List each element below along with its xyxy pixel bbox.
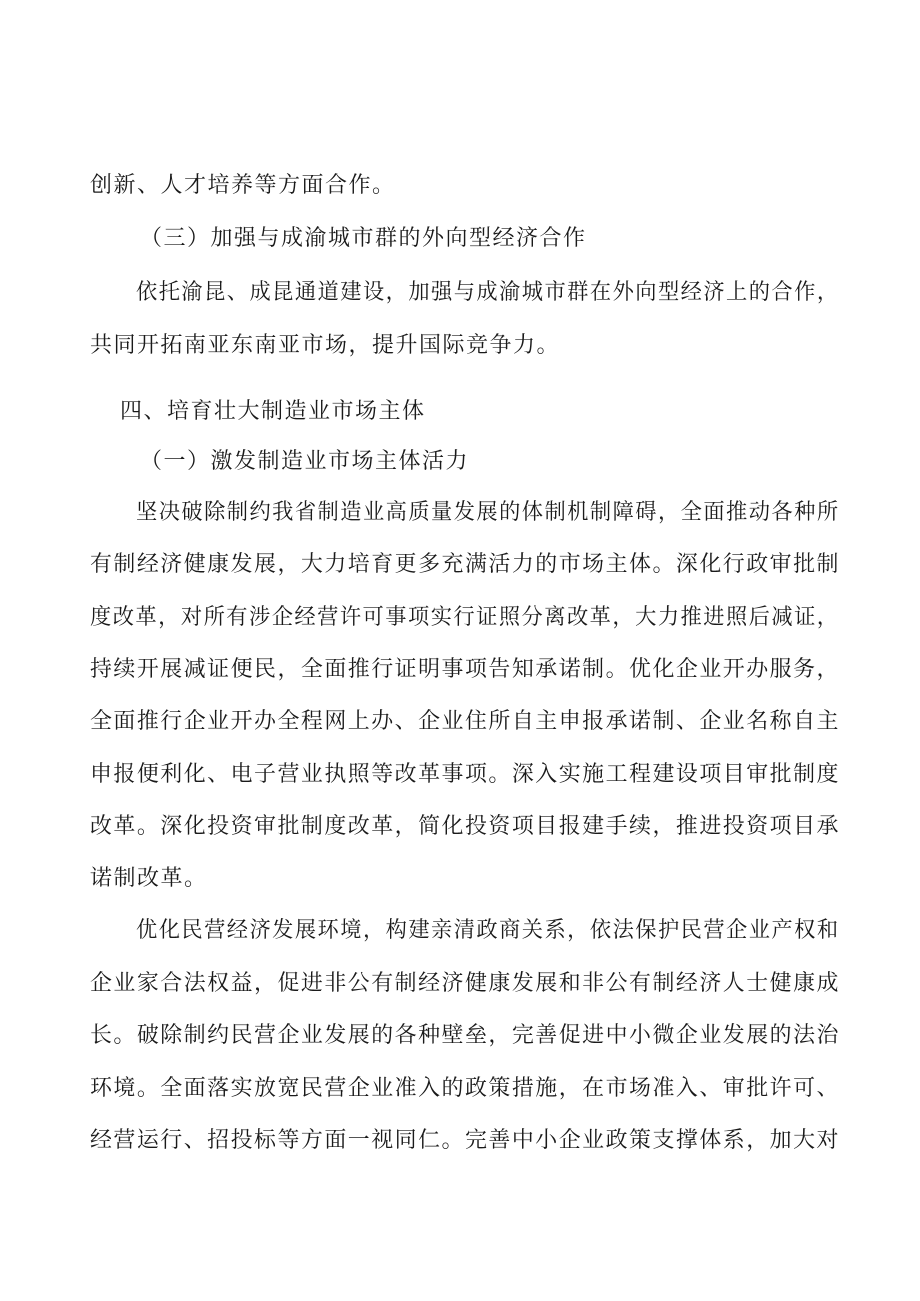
paragraph-1-line-2: 共同开拓南亚东南亚市场，提升国际竞争力。 [90, 333, 561, 358]
paragraph-3-line-1: 优化民营经济发展环境，构建亲清政商关系，依法保护民营企业产权和 [136, 918, 840, 943]
paragraph-3-line-4: 环境。全面落实放宽民营企业准入的政策措施，在市场准入、审批许可、 [90, 1076, 840, 1101]
subheading-1: （一）激发制造业市场主体活力 [140, 449, 470, 474]
paragraph-2-line-2: 有制经济健康发展，大力培育更多充满活力的市场主体。深化行政审批制 [90, 552, 840, 577]
paragraph-1-line-1: 依托渝昆、成昆通道建设，加强与成渝城市群在外向型经济上的合作， [136, 280, 840, 305]
paragraph-2-line-6: 申报便利化、电子营业执照等改革事项。深入实施工程建设项目审批制度 [90, 762, 840, 787]
paragraph-3-line-3: 长。破除制约民营企业发展的各种壁垒，完善促进中小微企业发展的法治 [90, 1023, 840, 1048]
subheading-3: （三）加强与成渝城市群的外向型经济合作 [140, 226, 587, 251]
paragraph-3-line-5: 经营运行、招投标等方面一视同仁。完善中小企业政策支撑体系，加大对 [90, 1128, 840, 1153]
paragraph-2-line-5: 全面推行企业开办全程网上办、企业住所自主申报承诺制、企业名称自主 [90, 709, 840, 734]
paragraph-2-line-4: 持续开展减证便民，全面推行证明事项告知承诺制。优化企业开办服务， [90, 657, 840, 682]
paragraph-2-line-1: 坚决破除制约我省制造业高质量发展的体制机制障碍，全面推动各种所 [136, 500, 840, 525]
paragraph-2-line-3: 度改革，对所有涉企经营许可事项实行证照分离改革，大力推进照后减证， [90, 605, 840, 630]
paragraph-3-line-2: 企业家合法权益，促进非公有制经济健康发展和非公有制经济人士健康成 [90, 971, 840, 996]
paragraph-2-line-8: 诺制改革。 [90, 866, 208, 891]
section-heading-4: 四、培育壮大制造业市场主体 [120, 399, 426, 424]
paragraph-tail: 创新、人才培养等方面合作。 [90, 173, 396, 198]
paragraph-2-line-7: 改革。深化投资审批制度改革，简化投资项目报建手续，推进投资项目承 [90, 814, 840, 839]
